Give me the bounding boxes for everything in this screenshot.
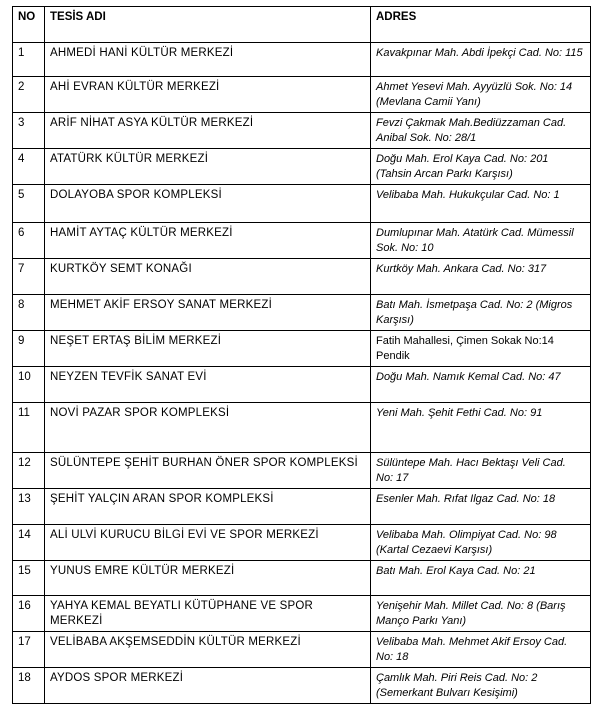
table-row	[13, 668, 591, 704]
facility-name: KURTKÖY SEMT KONAĞI	[45, 259, 371, 295]
facility-address: Kavakpınar Mah. Abdi İpekçi Cad. No: 115	[371, 43, 591, 77]
table-body	[13, 43, 591, 704]
row-number: 15	[13, 561, 45, 596]
facility-name: SÜLÜNTEPE ŞEHİT BURHAN ÖNER SPOR KOMPLEKSİ	[45, 453, 371, 489]
facility-address: Yenişehir Mah. Millet Cad. No: 8 (Barış Manço Parkı Yanı)	[371, 596, 591, 632]
facility-address: Esenler Mah. Rıfat Ilgaz Cad. No: 18	[371, 489, 591, 525]
row-number: 2	[13, 77, 45, 113]
table-row	[13, 77, 591, 113]
table-row	[13, 561, 591, 596]
header-address: ADRES	[371, 7, 591, 43]
facility-name: NOVİ PAZAR SPOR KOMPLEKSİ	[45, 403, 371, 453]
table-row	[13, 185, 591, 223]
facility-name: YUNUS EMRE KÜLTÜR MERKEZİ	[45, 561, 371, 596]
table-row	[13, 596, 591, 632]
facility-name: VELİBABA AKŞEMSEDDİN KÜLTÜR MERKEZİ	[45, 632, 371, 668]
row-number: 17	[13, 632, 45, 668]
row-number: 18	[13, 668, 45, 704]
facility-address: Çamlık Mah. Piri Reis Cad. No: 2 (Semerkant Bulvarı Kesişimi)	[371, 668, 591, 704]
facility-address: Fatih Mahallesi, Çimen Sokak No:14 Pendik	[371, 331, 591, 367]
table-row	[13, 149, 591, 185]
facility-address: Sülüntepe Mah. Hacı Bektaşı Veli Cad. No: 17	[371, 453, 591, 489]
facility-address: Ahmet Yesevi Mah. Ayyüzlü Sok. No: 14 (Mevlana Camii Yanı)	[371, 77, 591, 113]
facility-name: MEHMET AKİF ERSOY SANAT MERKEZİ	[45, 295, 371, 331]
row-number: 9	[13, 331, 45, 367]
table-row	[13, 223, 591, 259]
facility-address: Velibaba Mah. Hukukçular Cad. No: 1	[371, 185, 591, 223]
table-row	[13, 43, 591, 77]
row-number: 1	[13, 43, 45, 77]
facility-address: Dumlupınar Mah. Atatürk Cad. Mümessil Sok. No: 10	[371, 223, 591, 259]
row-number: 14	[13, 525, 45, 561]
table-row	[13, 113, 591, 149]
facility-address: Velibaba Mah. Olimpiyat Cad. No: 98 (Kartal Cezaevi Karşısı)	[371, 525, 591, 561]
facility-address: Batı Mah. İsmetpaşa Cad. No: 2 (Migros Karşısı)	[371, 295, 591, 331]
table-row	[13, 403, 591, 453]
table-header	[13, 7, 591, 43]
facility-name: ALİ ULVİ KURUCU BİLGİ EVİ VE SPOR MERKEZİ	[45, 525, 371, 561]
row-number: 4	[13, 149, 45, 185]
facility-address: Kurtköy Mah. Ankara Cad. No: 317	[371, 259, 591, 295]
table-row	[13, 525, 591, 561]
row-number: 7	[13, 259, 45, 295]
table-row	[13, 367, 591, 403]
facilities-table	[12, 6, 591, 704]
facility-address: Fevzi Çakmak Mah.Bediüzzaman Cad. Anibal Sok. No: 28/1	[371, 113, 591, 149]
facility-name: HAMİT AYTAÇ KÜLTÜR MERKEZİ	[45, 223, 371, 259]
header-no: NO	[13, 7, 45, 43]
facility-name: DOLAYOBA SPOR KOMPLEKSİ	[45, 185, 371, 223]
row-number: 6	[13, 223, 45, 259]
facility-address: Doğu Mah. Erol Kaya Cad. No: 201 (Tahsin Arcan Parkı Karşısı)	[371, 149, 591, 185]
facility-name: NEŞET ERTAŞ BİLİM MERKEZİ	[45, 331, 371, 367]
row-number: 12	[13, 453, 45, 489]
table-row	[13, 331, 591, 367]
facility-name: ARİF NİHAT ASYA KÜLTÜR MERKEZİ	[45, 113, 371, 149]
table-row	[13, 632, 591, 668]
row-number: 8	[13, 295, 45, 331]
facility-name: ATATÜRK KÜLTÜR MERKEZİ	[45, 149, 371, 185]
facility-name: NEYZEN TEVFİK SANAT EVİ	[45, 367, 371, 403]
facility-name: AYDOS SPOR MERKEZİ	[45, 668, 371, 704]
header-facility-name: TESİS ADI	[45, 7, 371, 43]
row-number: 16	[13, 596, 45, 632]
facility-address: Velibaba Mah. Mehmet Akif Ersoy Cad. No: 18	[371, 632, 591, 668]
table-row	[13, 453, 591, 489]
header-row	[13, 7, 591, 43]
facility-address: Yeni Mah. Şehit Fethi Cad. No: 91	[371, 403, 591, 453]
facility-name: AHİ EVRAN KÜLTÜR MERKEZİ	[45, 77, 371, 113]
facility-address: Doğu Mah. Namık Kemal Cad. No: 47	[371, 367, 591, 403]
table-row	[13, 259, 591, 295]
row-number: 3	[13, 113, 45, 149]
table-row	[13, 489, 591, 525]
facility-address: Batı Mah. Erol Kaya Cad. No: 21	[371, 561, 591, 596]
facility-name: ŞEHİT YALÇIN ARAN SPOR KOMPLEKSİ	[45, 489, 371, 525]
table-row	[13, 295, 591, 331]
facility-name: YAHYA KEMAL BEYATLI KÜTÜPHANE VE SPOR MERKEZİ	[45, 596, 371, 632]
row-number: 10	[13, 367, 45, 403]
row-number: 5	[13, 185, 45, 223]
facility-name: AHMEDİ HANİ KÜLTÜR MERKEZİ	[45, 43, 371, 77]
row-number: 11	[13, 403, 45, 453]
row-number: 13	[13, 489, 45, 525]
